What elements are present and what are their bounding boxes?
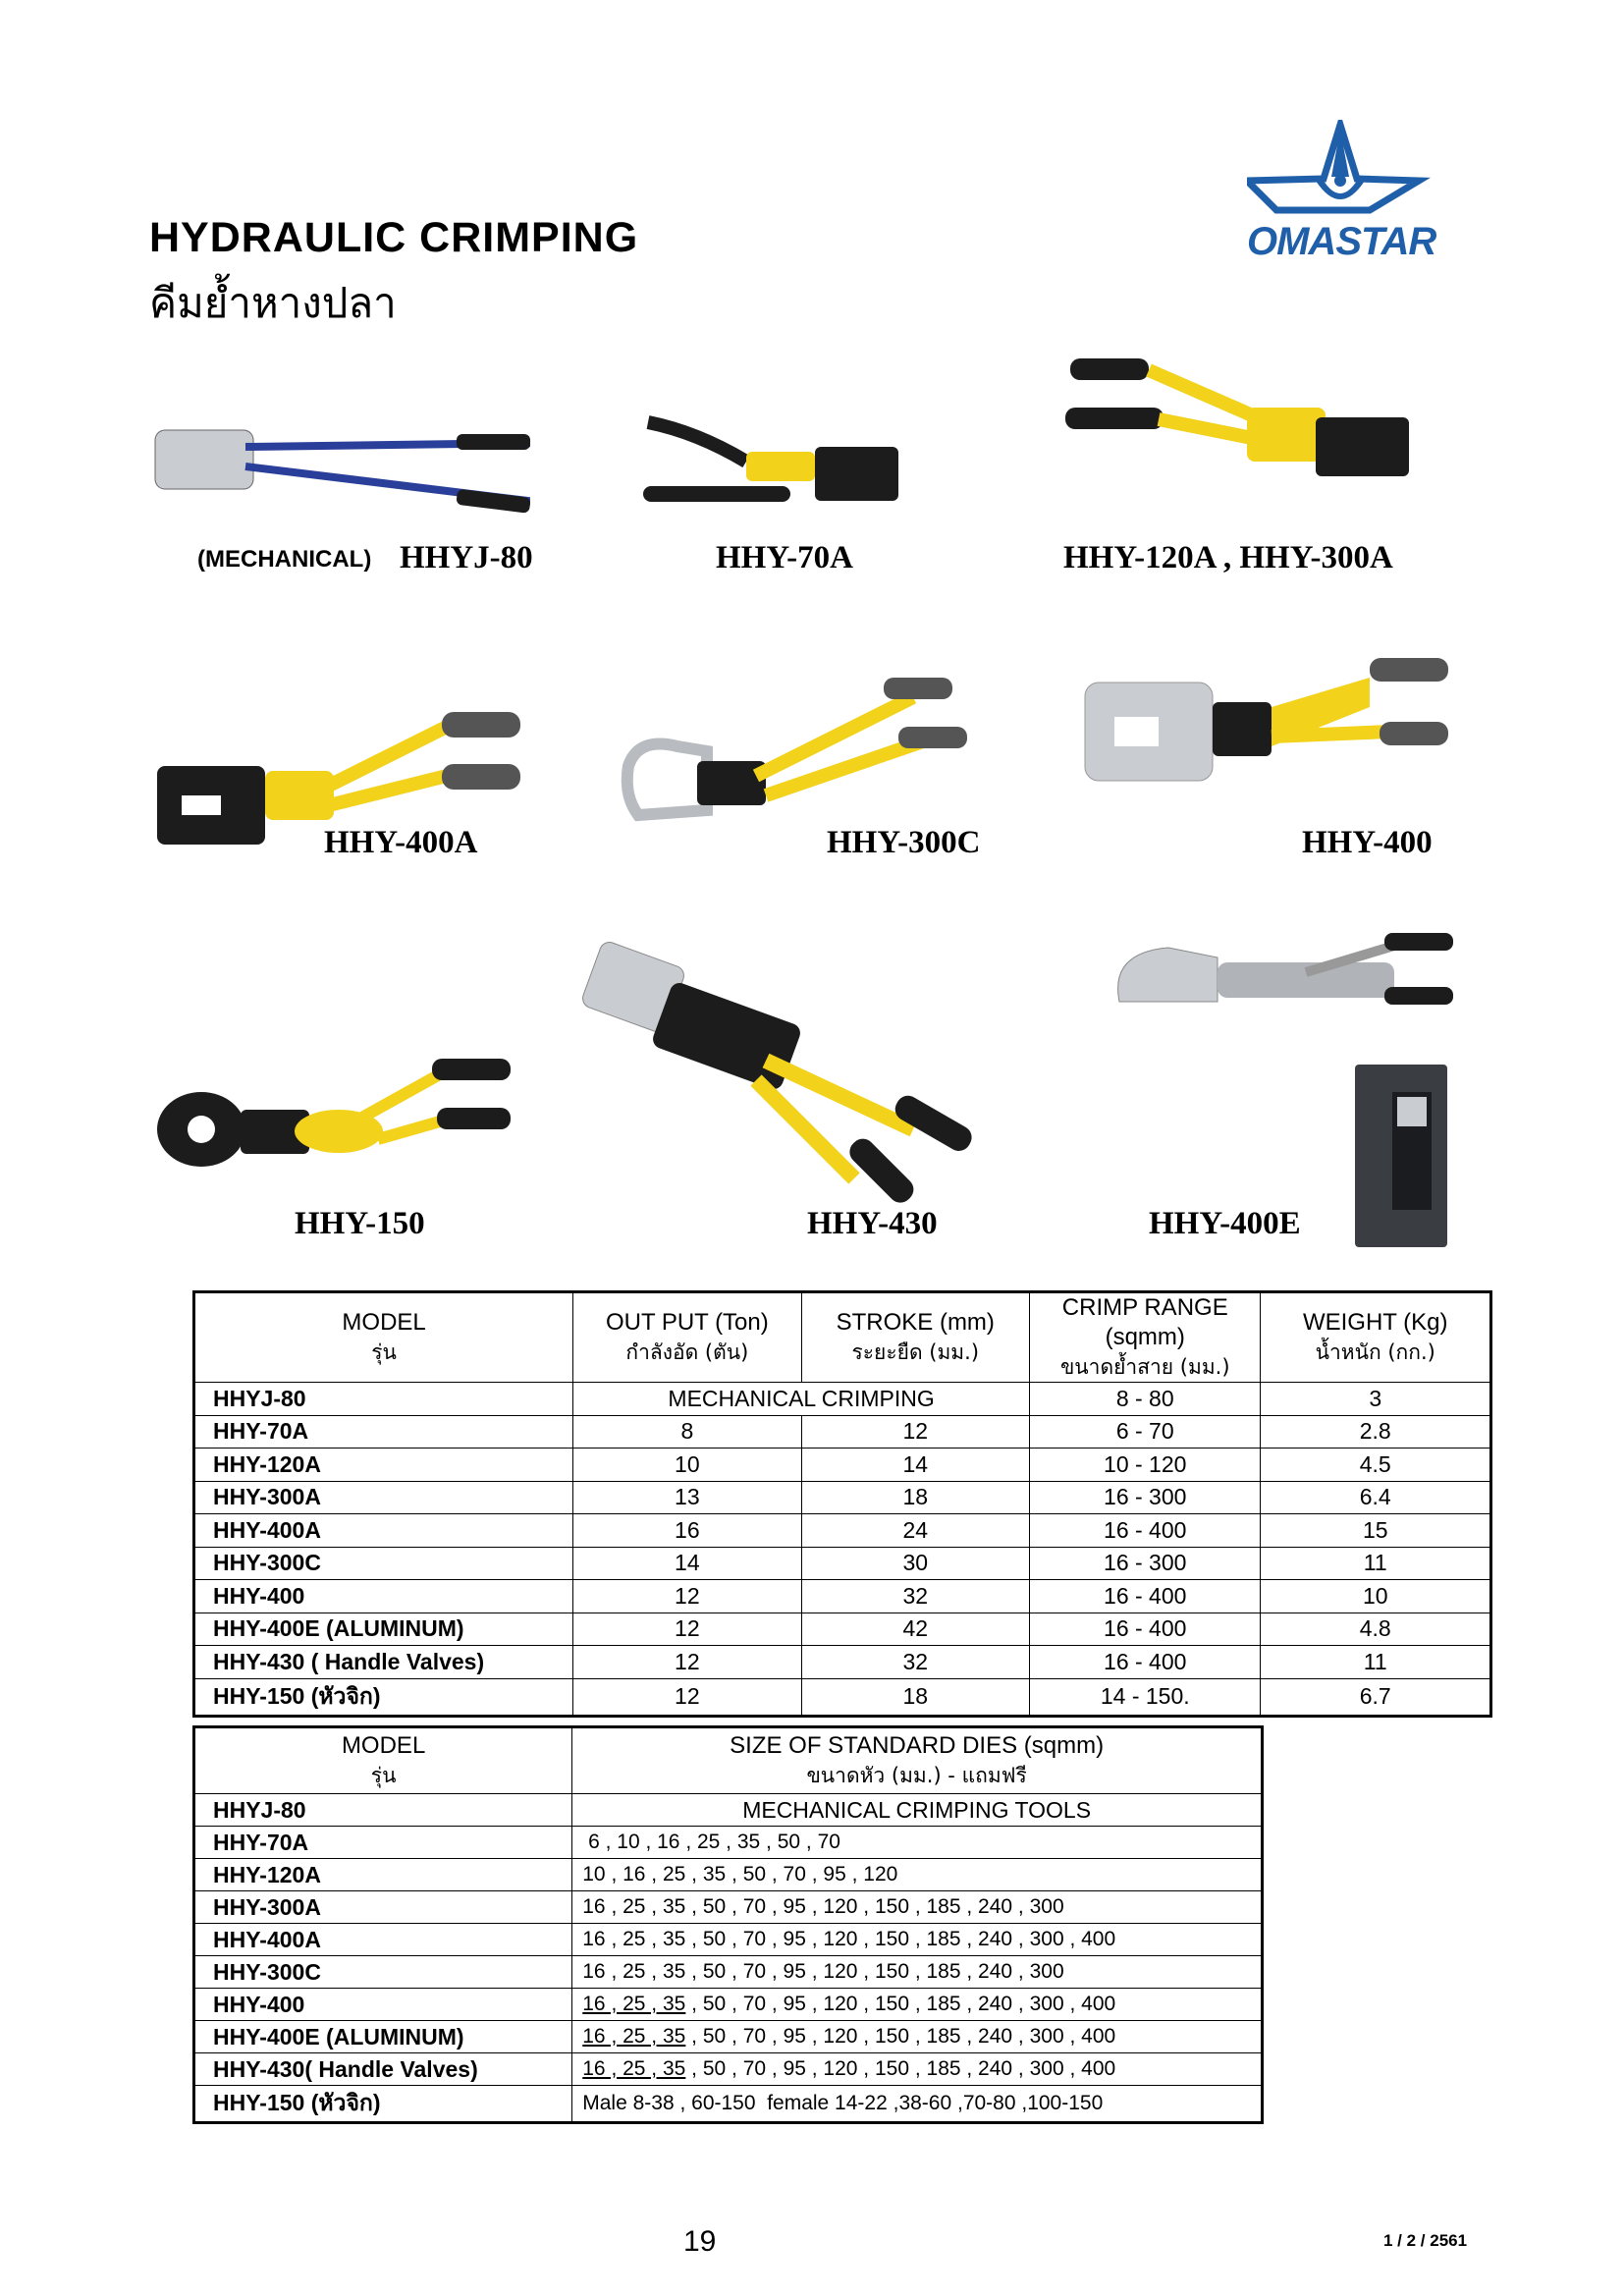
- dies-cell: MECHANICAL CRIMPING TOOLS: [572, 1794, 1263, 1827]
- dies-cell: 6 , 10 , 16 , 25 , 35 , 50 , 70: [572, 1827, 1263, 1859]
- table-header-row: [194, 1292, 1491, 1383]
- header-model: MODEL รุ่น: [194, 1727, 572, 1794]
- star-icon: [1247, 120, 1434, 228]
- model-cell: HHY-400A: [194, 1514, 573, 1548]
- hhy-400e-tool-image: [1110, 933, 1463, 1031]
- dies-cell: 16 , 25 , 35 , 50 , 70 , 95 , 120 , 150 , 185 , 240 , 300 , 400: [572, 1989, 1263, 2021]
- weight-cell: 4.5: [1261, 1449, 1491, 1482]
- header-crimp-range: CRIMP RANGE (sqmm) ขนาดย้ำสาย (มม.): [1030, 1292, 1261, 1383]
- dies-cell: 16 , 25 , 35 , 50 , 70 , 95 , 120 , 150 , 185 , 240 , 300: [572, 1891, 1263, 1924]
- range-cell: 16 - 400: [1030, 1580, 1261, 1613]
- table-row: [194, 1678, 1491, 1716]
- hhyj-80-tool-image: [147, 412, 530, 530]
- output-cell: 12: [573, 1678, 801, 1716]
- model-cell: HHY-70A: [194, 1827, 572, 1859]
- dies-cell: 16 , 25 , 35 , 50 , 70 , 95 , 120 , 150 , 185 , 240 , 300 , 400: [572, 2053, 1263, 2086]
- omastar-logo: [1247, 120, 1434, 267]
- product-label-hhy-300c: HHY-300C: [827, 825, 981, 860]
- table-row: [194, 1514, 1491, 1548]
- range-cell: 8 - 80: [1030, 1383, 1261, 1416]
- standard-dies-table: [192, 1725, 1264, 2124]
- weight-cell: 6.4: [1261, 1481, 1491, 1514]
- model-cell: HHY-400: [194, 1580, 573, 1613]
- model-cell: HHY-120A: [194, 1449, 573, 1482]
- table-row: [194, 2021, 1263, 2053]
- range-cell: 16 - 400: [1030, 1514, 1261, 1548]
- stroke-cell: 24: [801, 1514, 1030, 1548]
- stroke-cell: 14: [801, 1449, 1030, 1482]
- range-cell: 10 - 120: [1030, 1449, 1261, 1482]
- product-label-hhy-400e: HHY-400E: [1149, 1206, 1301, 1241]
- model-cell: HHY-70A: [194, 1415, 573, 1449]
- output-cell: 12: [573, 1580, 801, 1613]
- model-cell: HHY-150 (หัวจิก): [194, 2086, 572, 2123]
- specification-table: [192, 1290, 1492, 1718]
- weight-cell: 4.8: [1261, 1613, 1491, 1646]
- table-header-row: [194, 1727, 1263, 1794]
- table-row: [194, 1383, 1491, 1416]
- table-row: [194, 1794, 1263, 1827]
- table-row: [194, 2086, 1263, 2123]
- stroke-cell: 32: [801, 1580, 1030, 1613]
- dies-cell: 16 , 25 , 35 , 50 , 70 , 95 , 120 , 150 , 185 , 240 , 300 , 400: [572, 2021, 1263, 2053]
- output-cell: 12: [573, 1646, 801, 1679]
- hhy-400e-case-image: [1353, 1063, 1451, 1249]
- model-cell: HHYJ-80: [194, 1794, 572, 1827]
- model-cell: HHY-120A: [194, 1859, 572, 1891]
- product-label-hhy-400: HHY-400: [1302, 825, 1433, 860]
- model-cell: HHY-300C: [194, 1956, 572, 1989]
- page-title-thai: คีมย้ำหางปลา: [149, 279, 397, 327]
- output-cell: 14: [573, 1547, 801, 1580]
- stroke-cell: 18: [801, 1678, 1030, 1716]
- weight-cell: 11: [1261, 1547, 1491, 1580]
- stroke-cell: 12: [801, 1415, 1030, 1449]
- model-cell: HHY-430 ( Handle Valves): [194, 1646, 573, 1679]
- range-cell: 6 - 70: [1030, 1415, 1261, 1449]
- table-row: [194, 1580, 1491, 1613]
- hhy-430-tool-image: [579, 933, 992, 1208]
- hhy-400-tool-image: [1075, 638, 1453, 805]
- stroke-cell: 32: [801, 1646, 1030, 1679]
- range-cell: 16 - 300: [1030, 1481, 1261, 1514]
- output-cell: 13: [573, 1481, 801, 1514]
- output-cell: 8: [573, 1415, 801, 1449]
- header-weight: WEIGHT (Kg) น้ำหนัก (กก.): [1261, 1292, 1491, 1383]
- output-cell: 10: [573, 1449, 801, 1482]
- table-row: [194, 1924, 1263, 1956]
- model-cell: HHYJ-80: [194, 1383, 573, 1416]
- range-cell: 14 - 150.: [1030, 1678, 1261, 1716]
- range-cell: 16 - 400: [1030, 1646, 1261, 1679]
- dies-cell: Male 8-38 , 60-150 female 14-22 ,38-60 ,70-80 ,100-150: [572, 2086, 1263, 2123]
- page-number: 19: [683, 2225, 717, 2258]
- table-row: [194, 1989, 1263, 2021]
- header-dies: SIZE OF STANDARD DIES (sqmm) ขนาดหัว (มม.) - แถมฟรี: [572, 1727, 1263, 1794]
- table-row: [194, 1827, 1263, 1859]
- product-label-hhy-120a-300a: HHY-120A , HHY-300A: [1063, 540, 1393, 575]
- product-label-hhyj-80: HHYJ-80: [400, 540, 533, 575]
- weight-cell: 2.8: [1261, 1415, 1491, 1449]
- dies-cell: 16 , 25 , 35 , 50 , 70 , 95 , 120 , 150 , 185 , 240 , 300 , 400: [572, 1924, 1263, 1956]
- table-row: [194, 1449, 1491, 1482]
- weight-cell: 15: [1261, 1514, 1491, 1548]
- table-row: [194, 1646, 1491, 1679]
- model-cell: HHY-300C: [194, 1547, 573, 1580]
- mechanical-label: (MECHANICAL): [197, 546, 372, 573]
- product-label-hhy-400a: HHY-400A: [324, 825, 478, 860]
- logo-text: OMASTAR: [1247, 220, 1436, 263]
- stroke-cell: 42: [801, 1613, 1030, 1646]
- model-cell: HHY-400A: [194, 1924, 572, 1956]
- mechanical-note-cell: MECHANICAL CRIMPING: [573, 1383, 1030, 1416]
- model-cell: HHY-150 (หัวจิก): [194, 1678, 573, 1716]
- output-cell: 16: [573, 1514, 801, 1548]
- header-output: OUT PUT (Ton) กำลังอัด (ตัน): [573, 1292, 801, 1383]
- table-row: [194, 1613, 1491, 1646]
- hhy-150-tool-image: [152, 1041, 515, 1178]
- weight-cell: 10: [1261, 1580, 1491, 1613]
- model-cell: HHY-430( Handle Valves): [194, 2053, 572, 2086]
- product-label-hhy-70a: HHY-70A: [716, 540, 853, 575]
- table-row: [194, 1415, 1491, 1449]
- hhy-120a-tool-image: [1060, 349, 1414, 506]
- weight-cell: 11: [1261, 1646, 1491, 1679]
- dies-cell: 10 , 16 , 25 , 35 , 50 , 70 , 95 , 120: [572, 1859, 1263, 1891]
- hhy-70a-tool-image: [638, 412, 903, 530]
- model-cell: HHY-400: [194, 1989, 572, 2021]
- stroke-cell: 30: [801, 1547, 1030, 1580]
- product-label-hhy-430: HHY-430: [807, 1206, 938, 1241]
- dies-cell: 16 , 25 , 35 , 50 , 70 , 95 , 120 , 150 , 185 , 240 , 300: [572, 1956, 1263, 1989]
- hhy-300c-tool-image: [619, 668, 972, 835]
- table-row: [194, 2053, 1263, 2086]
- range-cell: 16 - 300: [1030, 1547, 1261, 1580]
- stroke-cell: 18: [801, 1481, 1030, 1514]
- model-cell: HHY-300A: [194, 1891, 572, 1924]
- table-row: [194, 1891, 1263, 1924]
- page-title: HYDRAULIC CRIMPING: [149, 214, 639, 261]
- weight-cell: 3: [1261, 1383, 1491, 1416]
- table-row: [194, 1859, 1263, 1891]
- product-label-hhy-150: HHY-150: [295, 1206, 425, 1241]
- range-cell: 16 - 400: [1030, 1613, 1261, 1646]
- model-cell: HHY-300A: [194, 1481, 573, 1514]
- table-row: [194, 1956, 1263, 1989]
- table-row: [194, 1481, 1491, 1514]
- document-date: 1 / 2 / 2561: [1383, 2231, 1468, 2250]
- table-row: [194, 1547, 1491, 1580]
- weight-cell: 6.7: [1261, 1678, 1491, 1716]
- model-cell: HHY-400E (ALUMINUM): [194, 2021, 572, 2053]
- output-cell: 12: [573, 1613, 801, 1646]
- header-stroke: STROKE (mm) ระยะยืด (มม.): [801, 1292, 1030, 1383]
- header-model: MODEL รุ่น: [194, 1292, 573, 1383]
- model-cell: HHY-400E (ALUMINUM): [194, 1613, 573, 1646]
